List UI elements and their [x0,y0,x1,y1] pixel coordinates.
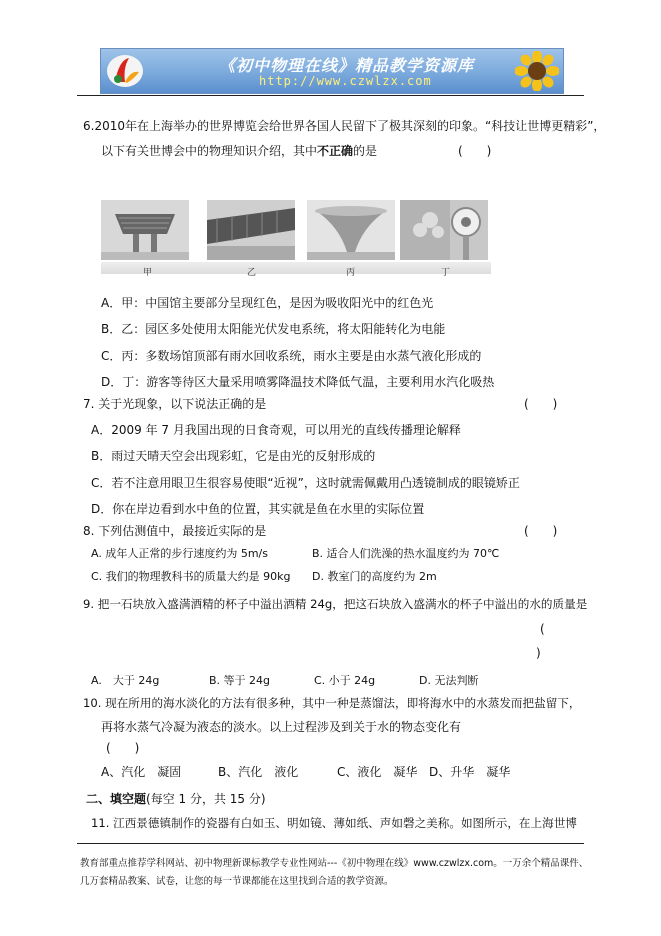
photo-china-pavilion [101,200,189,260]
q10-line1: 10. 现在所用的海水淡化的方法有很多种，其中一种是蒸馏法，即将海水中的水蒸发而把盐留下， [83,696,581,710]
q8-answer-paren: ( ) [524,524,558,538]
q11-line1: 11. 江西景德镇制作的瓷器有白如玉、明如镜、薄如纸、声如磬之美称。如图所示，在上海世博 [91,816,577,830]
q7-stem: 7. 关于光现象，以下说法正确的是 [83,397,267,411]
q9-option-a: A. 大于 24g [91,674,160,687]
section2-heading: 二、填空题(每空 1 分，共 15 分) [86,792,266,806]
q10-answer-paren: ( ) [106,741,140,755]
footer-divider [77,843,584,844]
site-logo-icon [105,52,145,90]
q10-line2: 再将水蒸气冷凝为液态的淡水。以上过程涉及到关于水的物态变化有 [101,720,462,734]
q9-stem: 9. 把一石块放入盛满酒精的杯子中溢出酒精 24g，把这石块放入盛满水的杯子中溢出的水的质量是 [83,597,588,611]
q7-option-d: D．你在岸边看到水中鱼的位置，其实就是鱼在水里的实际位置 [91,502,425,516]
banner-url[interactable]: http://www.czwlzx.com [259,74,432,88]
caption-bing: 丙 [346,268,356,278]
banner-title: 《初中物理在线》精品教学资源库 [219,56,475,75]
q9-option-d: D. 无法判断 [419,674,479,687]
q7-option-a: A．2009 年 7 月我国出现的日食奇观，可以用光的直线传播理论解释 [91,423,461,437]
header-banner [100,48,564,94]
q10-option-c: C、液化 凝华 [337,765,418,779]
q9-paren-open: ( [540,622,545,636]
footer-line1: 教育部重点推荐学科网站、初中物理新课标教学专业性网站---《初中物理在线》www.czwlzx.com。一万余个精品课件、 [80,858,589,869]
q8-option-b: B. 适合人们洗澡的热水温度约为 70℃ [312,547,500,560]
photo-funnel-structure [307,200,395,260]
q10-option-b: B、汽化 液化 [218,765,299,779]
q8-option-d: D. 教室门的高度约为 2m [312,570,437,583]
q6-option-c: C．丙：多数场馆顶部有雨水回收系统，雨水主要是由水蒸气液化形成的 [101,349,482,363]
caption-jia: 甲 [143,268,153,278]
photo-solar-roof [207,200,295,260]
q8-option-c: C. 我们的物理教科书的质量大约是 90kg [91,570,291,583]
q7-answer-paren: ( ) [524,397,558,411]
caption-yi: 乙 [247,268,257,278]
q10-option-d: D、升华 凝华 [429,765,511,779]
q7-option-c: C．若不注意用眼卫生很容易使眼“近视”，这时就需佩戴用凸透镜制成的眼镜矫正 [91,476,520,490]
footer-line2: 几万套精品教案、试卷，让您的每一节课都能在这里找到合适的教学资源。 [80,876,394,887]
q8-option-a: A. 成年人正常的步行速度约为 5m/s [91,547,268,560]
q6-answer-paren: ( ) [458,144,492,158]
q9-paren-close: ) [536,646,541,660]
header-divider [77,95,584,96]
photo-mist-fan [400,200,488,260]
sunflower-icon [515,51,559,91]
q7-option-b: B．雨过天晴天空会出现彩虹，它是由光的反射形成的 [91,449,376,463]
q6-line1: 6.2010年在上海举办的世界博览会给世界各国人民留下了极其深刻的印象。“科技让世博更精彩”， [83,119,606,133]
q9-option-c: C. 小于 24g [314,674,376,687]
q10-option-a: A、汽化 凝固 [101,765,182,779]
q6-option-a: A．甲：中国馆主要部分呈现红色，是因为吸收阳光中的红色光 [101,296,434,310]
q6-option-b: B．乙：园区多处使用太阳能光伏发电系统，将太阳能转化为电能 [101,322,446,336]
q6-option-d: D．丁：游客等待区大量采用喷雾降温技术降低气温，主要利用水汽化吸热 [101,375,495,389]
caption-ding: 丁 [441,268,451,278]
q9-option-b: B. 等于 24g [209,674,271,687]
q6-line2: 以下有关世博会中的物理知识介绍，其中不正确的是 [101,144,378,158]
photo-caption-bar [101,262,491,274]
q8-stem: 8. 下列估测值中，最接近实际的是 [83,524,267,538]
